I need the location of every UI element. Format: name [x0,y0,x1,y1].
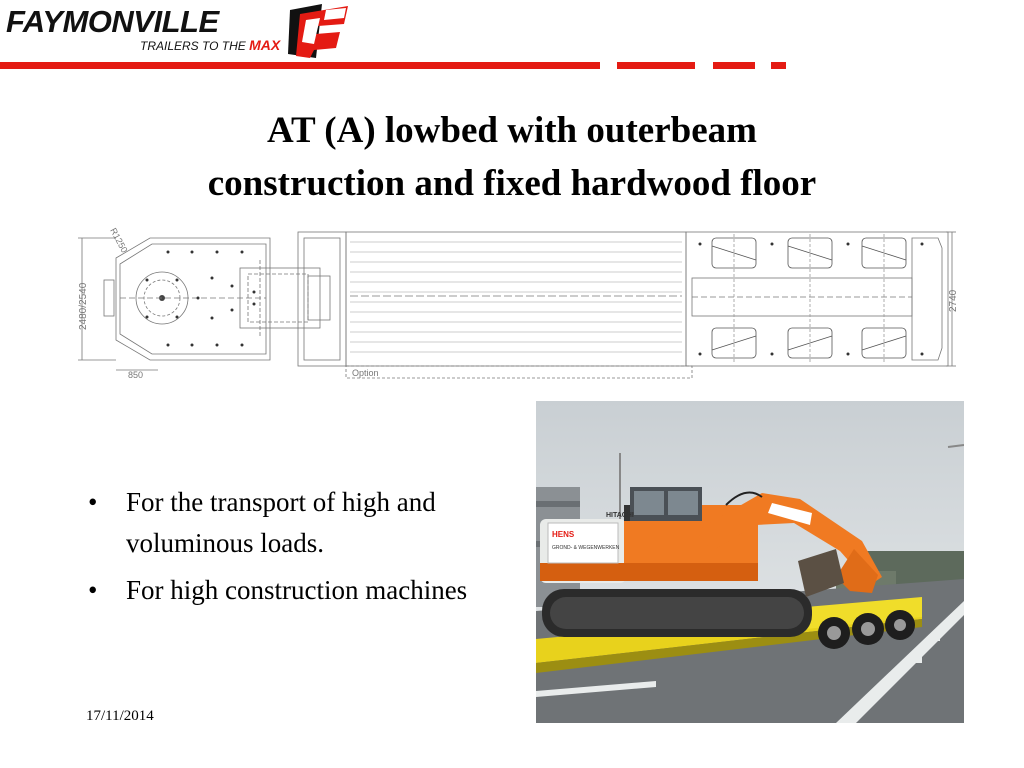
photo-machine-brand: HITACHI [606,512,634,519]
header-rule-dash [771,62,786,69]
photo-sign-company: HENS [552,530,575,539]
header-rule-dash [617,62,695,69]
faymonville-logo [0,0,360,64]
title-line-1: AT (A) lowbed with outerbeam [267,110,757,151]
excavator-on-lowbed-photo [536,401,964,723]
tagline-prefix: TRAILERS TO THE [140,39,246,53]
feature-list [84,482,484,617]
faymonville-f-mark-icon [286,2,352,60]
tagline-emphasis: MAX [249,37,281,53]
trailer-photo [536,401,964,723]
dim-neck-label: 850 [128,370,144,380]
list-item: • For the transport of high and voluminous loads. [88,487,436,558]
bullet-text: For the transport of high and voluminous loads. [126,487,436,558]
title-line-2: construction and fixed hardwood floor [207,163,817,204]
list-item: • For high construction machines [88,575,468,605]
brand-tagline [140,37,280,53]
slide-date: 17/11/2014 [86,708,154,724]
dim-radius-label: R1250 [108,226,130,255]
photo-sign-text: GROND- & WEGENWERKEN [552,545,620,551]
trailer-technical-drawing [72,200,962,382]
header-rule-dash [713,62,755,69]
option-label: Option [352,368,379,378]
slide-title [100,104,924,210]
bullet-text: For high construction machines [126,575,468,605]
dim-total-label: 2740 [948,289,959,312]
brand-name: FAYMONVILLE [6,4,219,39]
dim-width-label: 2480/2540 [78,282,89,330]
header-rule [0,62,600,69]
